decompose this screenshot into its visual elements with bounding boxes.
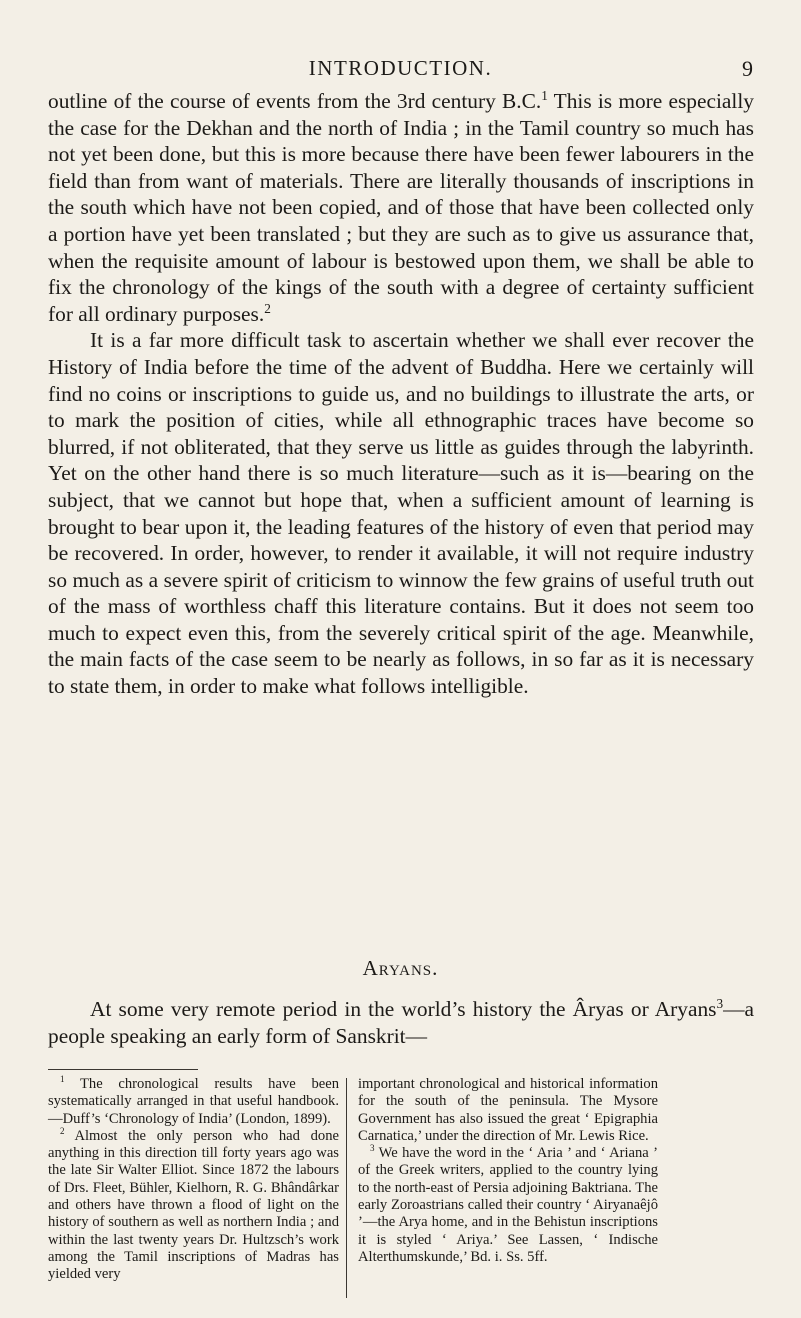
footnote-3-number: 3	[370, 1143, 375, 1154]
footnote-2	[48, 1128, 339, 1284]
page-number: 9	[742, 56, 753, 81]
section-text	[48, 996, 754, 1050]
footnote-2-number: 2	[60, 1126, 65, 1137]
page-header	[0, 52, 801, 86]
footnotes	[48, 1076, 760, 1306]
footnote-column-divider	[346, 1078, 347, 1298]
section-paragraph	[48, 996, 754, 1050]
section-heading: Aryans.	[362, 956, 439, 980]
paragraph-1-text: outline of the course of events from the 3rd century B.C.	[48, 89, 542, 113]
footnote-3-text: We have the word in the ‘ Aria ’ and ‘ Ariana ’ of the Greek writers, applied to the country lying to the north-east of Persia adjoining Baktriana. The early Zoroastrians called their country ‘ Airyanaêjô ’—the Arya home, and in the Behistun inscriptions it is styled ‘ Ariya.’ See Lassen, ‘ Indische Alterthumskunde,’ Bd. i. Ss. 5ff.	[358, 1145, 658, 1265]
footnote-column-left	[48, 1076, 339, 1284]
footnote-column-right	[358, 1076, 658, 1266]
footnote-rule	[48, 1069, 198, 1070]
footnote-ref-1: 1	[541, 87, 548, 103]
footnote-ref-3: 3	[716, 995, 724, 1011]
paragraph-2: It is a far more difficult task to ascertain whether we shall ever recover the History of India before the time of the advent of Buddha. Here we certainly will find no coins or inscriptions to guide us, and no buildings to illustrate the arts, or to mark the position of cities, while all ethnographic traces have become so blurred, if not obliterated, that they serve us little as guides through the labyrinth. Yet on the other hand there is so much literature—such as it is—bearing on the subject, that we cannot but hope that, when a sufficient amount of learning is brought to bear upon it, the leading features of the history of even that period may be recovered. In order, however, to render it available, it will not require industry so much as a severe spirit of criticism to winnow the few grains of useful truth out of the mass of worthless chaff this literature contains. But it does not seem too much to expect even this, from the severely critical spirit of the age. Meanwhile, the main facts of the case seem to be nearly as follows, in so far as it is necessary to state them, in order to make what follows intelligible.	[48, 328, 754, 699]
footnote-2-continued: important chronological and historical information for the south of the peninsula. The Mysore Government has also issued the great ‘ Epigraphia Carnatica,’ under the direction of Mr. Lewis Rice.	[358, 1076, 658, 1144]
section-text-a: At some very remote period in the world’s history the Âryas or Aryans	[90, 997, 717, 1021]
main-text	[48, 88, 754, 700]
footnote-2-text: Almost the only person who had done anything in this direction till forty years ago was the late Sir Walter Elliot. Since 1872 the labours of Drs. Fleet, Bühler, Kielhorn, R. G. Bhândârkar and others have thrown a flood of light on the history of southern as well as northern India ; and within the last twenty years Dr. Hultzsch’s work among the Tamil inscriptions of Madras has yielded very	[48, 1127, 339, 1283]
footnote-1-text: The chronological results have been systematically arranged in that useful handbook.—Duff’s ‘Chronology of India’ (London, 1899).	[48, 1076, 339, 1127]
footnote-1-number: 1	[60, 1074, 65, 1085]
footnote-1	[48, 1076, 339, 1128]
section-text-b: —a people speaking an early form of Sanskrit—	[48, 997, 754, 1048]
paragraph-1	[48, 88, 754, 327]
running-head: INTRODUCTION.	[308, 56, 493, 80]
footnote-ref-2: 2	[264, 300, 271, 316]
paragraph-1-text-cont: This is more especially the case for the Dekhan and the north of India ; in the Tamil country so much has not yet been done, but this is more because there have been fewer labourers in the field than from want of materials. There are literally thousands of inscriptions in the south which have not been copied, and of those that have been collected only a portion have yet been translated ; but they are such as to give us assurance that, when the requisite amount of labour is bestowed upon them, we shall be able to fix the chronology of the kings of the south with a degree of certainty sufficient for all ordinary purposes.	[48, 89, 754, 326]
footnote-3	[358, 1145, 658, 1266]
